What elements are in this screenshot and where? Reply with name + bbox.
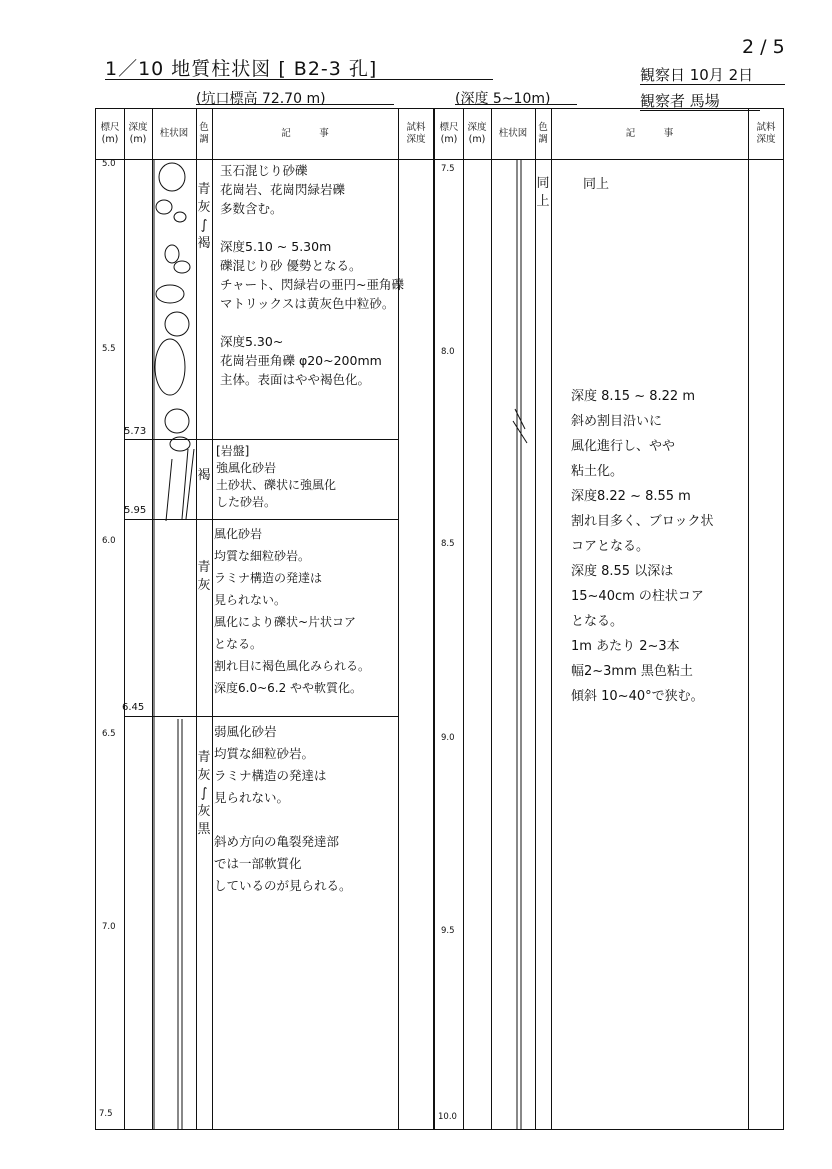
col-sample: 試料 深度 [756,122,776,145]
col-depth: 深度 (m) [467,122,487,145]
scale-label: 9.0 [441,733,455,743]
color-tone: 青 灰 [197,560,211,593]
left-log-graphic [152,159,196,1129]
col-sample: 試料 深度 [406,122,426,145]
page-number: 2 / 5 [742,36,785,58]
elevation-underline [196,104,394,105]
scale-label: 6.0 [102,536,116,546]
scale-label: 8.0 [441,347,455,357]
right-log-graphic [491,159,535,1129]
scale-label: 7.5 [441,164,455,174]
color-tone: 青 灰 ∫ 灰 黒 [197,750,211,837]
unit-description: 深度 8.15 ~ 8.22 m 斜め割目沿いに 風化進行し、やや 粘土化。 深度8.22 ~ 8.55 m 割れ目多く、ブロック状 コアとなる。 深度 8.55 以深は 15~40cm の柱状コア となる。 1m あたり 2~3本 幅2~3mm 黒色粘土 傾斜 10~40°で狭む。 [571,389,714,704]
title-underline [105,79,493,80]
col-color: 色 調 [199,122,209,145]
right-log-sheet [434,108,784,1130]
unit-description: 風化砂岩 均質な細粒砂岩。 ラミナ構造の発達は 見られない。 風化により礫状~片状コア となる。 割れ目に褐色風化みられる。 深度6.0~6.2 やや軟質化。 [214,527,371,695]
col-scale: 標尺 (m) [439,122,459,145]
col-depth: 深度 (m) [128,122,148,145]
color-tone: 青 灰 ∫ 褐 [197,182,211,251]
scale-label: 7.5 [99,1109,113,1119]
col-log: 柱状図 [159,128,189,139]
col-scale: 標尺 (m) [100,122,120,145]
col-description: 記 事 [625,128,674,139]
boundary-depth: 6.45 [122,702,145,713]
scale-label: 10.0 [438,1112,457,1122]
collar-elevation: (坑口標高 72.70 m) [196,91,326,107]
unit-description: 弱風化砂岩 均質な細粒砂岩。 ラミナ構造の発達は 見られない。 斜め方向の亀裂発達部 では一部軟質化 しているのが見られる。 [214,724,352,893]
scale-label: 9.5 [441,926,455,936]
scale-label: 7.0 [102,922,116,932]
col-description: 記 事 [281,128,329,139]
observation-date: 観察日 10月 2日 [640,66,754,84]
depth-range-underline [455,104,577,105]
date-underline [640,84,785,85]
boundary-depth: 5.95 [124,505,147,516]
left-log-sheet [95,108,434,1130]
observer-name: 観察者 馬場 [640,92,720,110]
unit-description: 玉石混じり砂礫 花崗岩、花崗閃緑岩礫 多数含む。 深度5.10 ~ 5.30m 礫混じり砂 優勢となる。 チャート、閃緑岩の亜円~亜角礫 マトリックスは黄灰色中粒砂。 深度5.30~ 花崗岩亜角礫 φ20~200mm 主体。表面はやや褐色化。 [220,163,404,387]
depth-range: (深度 5~10m) [455,91,551,107]
same-as-above: 同上 [583,177,610,192]
scale-label: 5.5 [102,344,116,354]
page-title: 1／10 地質柱状図 [ B2-3 孔] [105,58,378,80]
scale-label: 6.5 [102,729,116,739]
col-color: 色 調 [538,122,548,145]
col-log: 柱状図 [498,128,528,139]
color-tone: 同 上 [536,176,550,209]
unit-description: [岩盤] 強風化砂岩 土砂状、礫状に強風化 した砂岩。 [216,444,337,509]
scale-label: 8.5 [441,539,455,549]
color-tone: 褐 [197,468,211,483]
scale-label: 5.0 [102,159,116,169]
boundary-depth: 5.73 [124,426,147,437]
